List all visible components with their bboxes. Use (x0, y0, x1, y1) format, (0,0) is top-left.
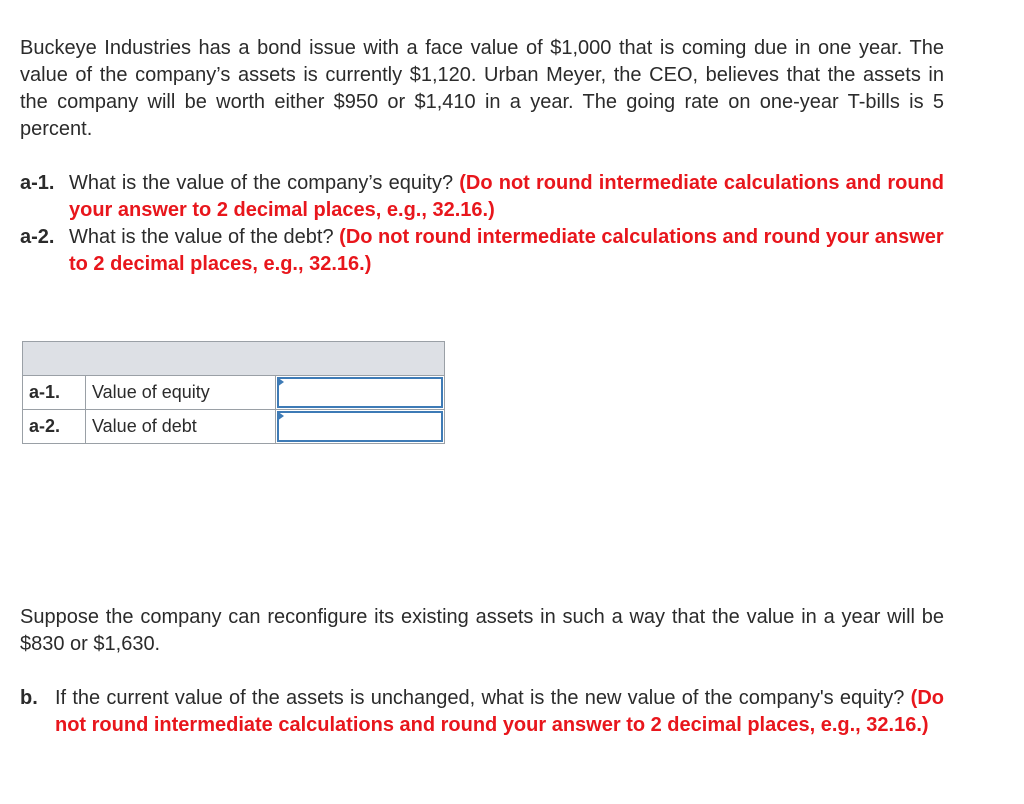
question-a2-text: What is the value of the debt? (69, 226, 334, 248)
row-label: a-1. (23, 376, 86, 410)
answer-table-header-cell (23, 342, 445, 376)
question-b-instruction: (Do not round intermediate calculations and round your answer to 2 decimal places, e.g., 32.16.) (55, 687, 944, 736)
question-a1-text: What is the value of the company’s equity? (69, 172, 454, 194)
question-a1-label: a-1. (20, 172, 55, 194)
question-a2 (20, 224, 944, 278)
question-a1 (20, 170, 944, 224)
problem-intro: Buckeye Industries has a bond issue with a face value of $1,000 that is coming due in one year. The value of the company’s assets is currently $1,120. Urban Meyer, the CEO, believes that the assets in the company will be worth either $950 or $1,410 in a year. The going rate on one-year T-bills is 5 percent. (20, 37, 944, 140)
question-a2-label: a-2. (20, 226, 55, 248)
table-row (23, 410, 445, 444)
answer-table (22, 341, 445, 444)
debt-value-input[interactable] (277, 411, 443, 442)
input-marker-icon (277, 411, 284, 421)
question-a2-instruction: (Do not round intermediate calculations and round your answer to 2 decimal places, e.g., 32.16.) (69, 226, 944, 275)
debt-value-cell[interactable] (276, 410, 445, 444)
equity-value-cell[interactable] (276, 376, 445, 410)
table-row (23, 376, 445, 410)
question-a1-instruction: (Do not round intermediate calculations and round your answer to 2 decimal places, e.g., 32.16.) (69, 172, 945, 221)
question-b-text: If the current value of the assets is unchanged, what is the new value of the company's equity? (55, 687, 905, 709)
row-label: a-2. (23, 410, 86, 444)
answer-table-header (23, 342, 445, 376)
question-b-label: b. (20, 687, 38, 709)
part-b-intro: Suppose the company can reconfigure its existing assets in such a way that the value in a year will be $830 or $1,630. (20, 606, 944, 655)
question-b (20, 685, 944, 739)
input-marker-icon (277, 377, 284, 387)
equity-value-input[interactable] (277, 377, 443, 408)
row-description: Value of equity (86, 376, 276, 410)
row-description: Value of debt (86, 410, 276, 444)
